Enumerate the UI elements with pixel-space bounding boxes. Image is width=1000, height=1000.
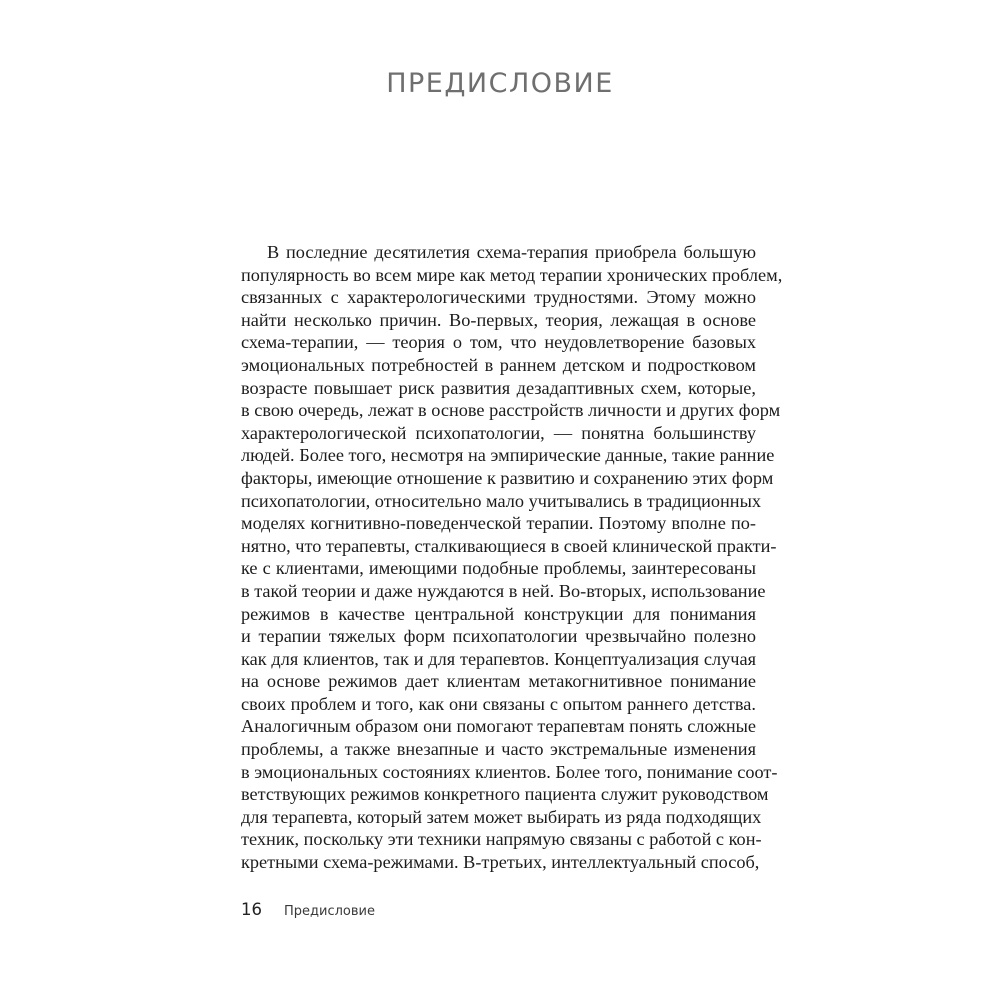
text-line: в свою очередь, лежат в основе расстройств личности и других форм (241, 400, 781, 421)
running-title: Предисловие (284, 904, 375, 919)
chapter-title: ПРЕДИСЛОВИЕ (386, 68, 614, 99)
page-number: 16 (241, 900, 262, 919)
text-line: проблемы, а также внезапные и часто экстремальные изменения (241, 739, 756, 760)
text-line: ветствующих режимов конкретного пациента служит руководством (241, 784, 769, 805)
text-line: эмоциональных потребностей в раннем детском и подростковом (241, 354, 756, 375)
text-line: на основе режимов дает клиентам метакогнитивное понимание (241, 671, 756, 692)
text-line: людей. Более того, несмотря на эмпирические данные, такие ранние (241, 445, 775, 466)
text-line: характерологической психопатологии, — понятна большинству (241, 422, 756, 443)
text-line: В последние десятилетия схема-терапия приобрела большую (267, 242, 756, 262)
text-line: для терапевта, который затем может выбирать из ряда подходящих (241, 806, 762, 827)
text-line: схема-терапии, — теория о том, что неудовлетворение базовых (241, 332, 756, 353)
text-line: популярность во всем мире как метод терапии хронических проблем, (241, 264, 783, 285)
text-line: в такой теории и даже нуждаются в ней. Во-вторых, использование (241, 580, 766, 601)
text-line: режимов в качестве центральной конструкции для понимания (241, 603, 756, 624)
text-line: нятно, что терапевты, сталкивающиеся в своей клинической практи- (241, 535, 777, 556)
text-line: моделях когнитивно-поведенческой терапии. Поэтому вполне по- (241, 513, 756, 534)
body-text (241, 241, 783, 874)
text-line: кретными схема-режимами. В-третьих, интеллектуальный способ, (241, 852, 760, 873)
text-line: возрасте повышает риск развития дезадаптивных схем, которые, (241, 377, 756, 398)
text-line: Аналогичным образом они помогают терапевтам понять сложные (241, 716, 756, 737)
page-footer (241, 900, 375, 924)
text-line: как для клиентов, так и для терапевтов. Концептуализация случая (241, 648, 756, 669)
text-line: и терапии тяжелых форм психопатологии чрезвычайно полезно (241, 626, 756, 647)
text-line: в эмоциональных состояниях клиентов. Более того, понимание соот- (241, 761, 778, 782)
text-line: ке с клиентами, имеющими подобные проблемы, заинтересованы (241, 558, 756, 579)
text-line: связанных с характерологическими трудностями. Этому можно (241, 287, 756, 308)
text-line: найти несколько причин. Во-первых, теория, лежащая в основе (241, 309, 756, 330)
text-line: факторы, имеющие отношение к развитию и сохранению этих форм (241, 467, 774, 488)
text-line: техник, поскольку эти техники напрямую связаны с работой с кон- (241, 829, 762, 850)
text-line: психопатологии, относительно мало учитывались в традиционных (241, 490, 762, 511)
text-line: своих проблем и того, как они связаны с опытом раннего детства. (241, 693, 756, 714)
